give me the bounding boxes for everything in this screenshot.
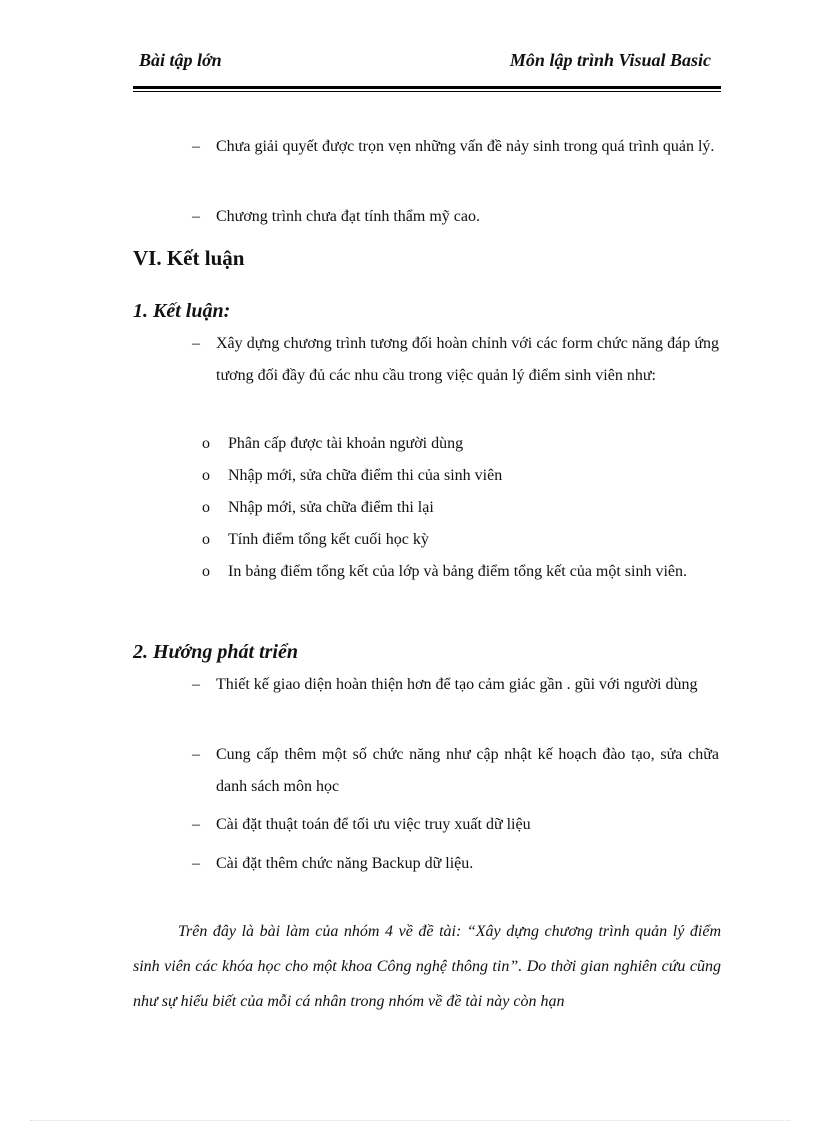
dash-bullet: – <box>192 746 200 763</box>
circle-bullet: o <box>202 435 210 452</box>
list-item: Chương trình chưa đạt tính thẩm mỹ cao. <box>216 208 480 225</box>
page-bottom-divider <box>30 1120 790 1121</box>
header-course-type: Bài tập lớn <box>139 50 222 70</box>
closing-paragraph: Trên đây là bài làm của nhóm 4 về đề tài: “Xây dựng chương trình quản lý điểm sinh viên các khóa học cho một khoa Công nghệ thông tin”. Do thời gian nghiên cứu cũng như sự hiểu biết của mỗi cá nhân trong nhóm về đề tài này còn hạn <box>133 923 721 1010</box>
dash-bullet: – <box>192 855 200 872</box>
list-item: In bảng điểm tổng kết của lớp và bảng điểm tổng kết của một sinh viên. <box>228 563 688 580</box>
list-item: Xây dựng chương trình tương đối hoàn chỉnh với các form chức năng đáp ứng tương đối đầy đủ các nhu cầu trong việc quản lý điểm sinh viên như: <box>216 335 719 384</box>
list-item: Cài đặt thuật toán để tối ưu việc truy xuất dữ liệu <box>216 816 531 833</box>
list-item: Cung cấp thêm một số chức năng như cập nhật kế hoạch đào tạo, sửa chữa danh sách môn học <box>216 746 719 795</box>
list-item: Tính điểm tổng kết cuối học kỳ <box>228 531 429 548</box>
dash-bullet: – <box>192 138 200 155</box>
list-item: Chưa giải quyết được trọn vẹn những vấn đề nảy sinh trong quá trình quản lý. <box>216 138 715 155</box>
list-item: Cài đặt thêm chức năng Backup dữ liệu. <box>216 855 474 872</box>
circle-bullet: o <box>202 563 210 580</box>
list-item: Nhập mới, sửa chữa điểm thi lại <box>228 499 434 516</box>
header-rule-thin <box>133 91 721 92</box>
list-item: Phân cấp được tài khoản người dùng <box>228 435 464 452</box>
list-item: Nhập mới, sửa chữa điểm thi của sinh viên <box>228 467 503 484</box>
subsection-title: 2. Hướng phát triển <box>133 641 298 663</box>
dash-bullet: – <box>192 816 200 833</box>
circle-bullet: o <box>202 499 210 516</box>
dash-bullet: – <box>192 208 200 225</box>
section-title: VI. Kết luận <box>133 246 245 270</box>
header-subject: Môn lập trình Visual Basic <box>509 50 711 70</box>
subsection-title: 1. Kết luận: <box>133 300 231 322</box>
page-header <box>133 50 721 76</box>
circle-bullet: o <box>202 531 210 548</box>
header-rule <box>133 86 721 89</box>
dash-bullet: – <box>192 676 200 693</box>
circle-bullet: o <box>202 467 210 484</box>
list-item: Thiết kế giao diện hoàn thiện hơn để tạo cảm giác gần . gũi với người dùng <box>216 676 698 693</box>
dash-bullet: – <box>192 335 200 352</box>
